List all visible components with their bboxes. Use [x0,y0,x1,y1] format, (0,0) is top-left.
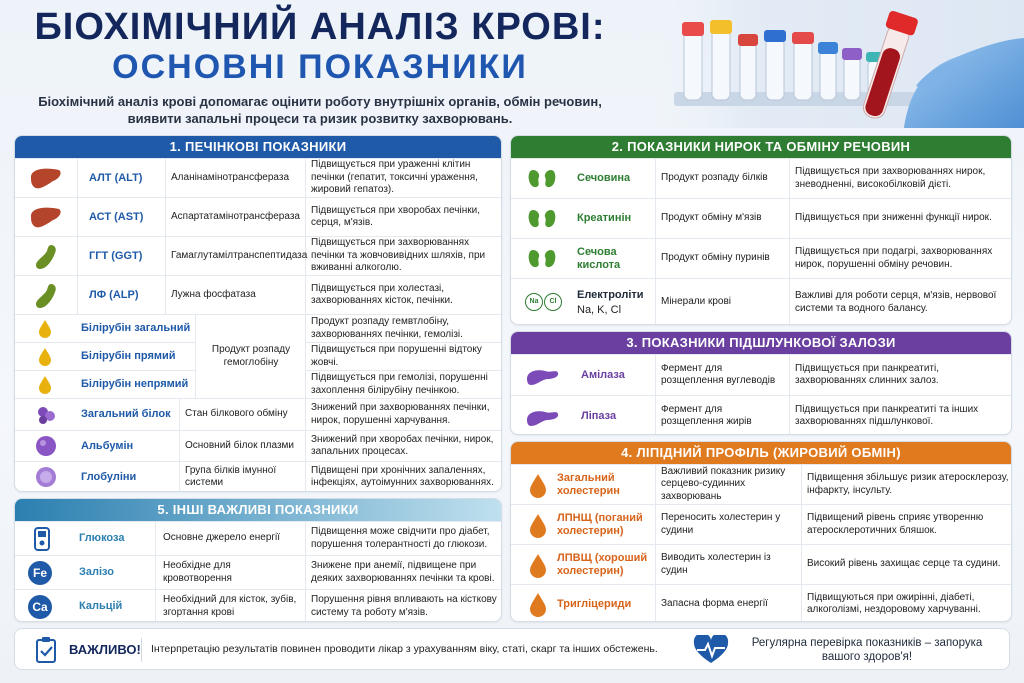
electrolytes-icon [525,289,565,315]
globule-icon [35,466,57,488]
heart-pulse-icon [693,635,729,665]
table-row: Сечова кислота Продукт обміну пуринів Підвищується при подагрі, захворюваннях нирок, порушенні обміну речовин. [511,238,1011,278]
footer-note [14,628,1010,670]
table-row: Ca Кальцій Необхідний для кісток, зубів, згортання крові Порушення рівня впливають на кісткову систему та роботу м'язів. [15,589,501,622]
table-row: Загальний білок Стан білкового обміну Знижений при захворюваннях печінки, нирок, порушенні харчування. [15,398,501,430]
liver-card-title: 1. ПЕЧІНКОВІ ПОКАЗНИКИ [15,136,501,158]
page-subtitle-heading: ОСНОВНІ ПОКАЗНИКИ [112,48,528,86]
important-label: ВАЖЛИВО! [69,642,141,657]
other-card [14,498,502,622]
important-text: Інтерпретацію результатів повинен проводити лікар з урахуванням віку, статі, скарг та інших обстежень. [151,643,658,655]
pancreas-icon [525,365,559,387]
other-card-title: 5. ІНШІ ВАЖЛИВІ ПОКАЗНИКИ [15,499,501,521]
sodium-badge: Na [525,293,543,311]
table-row: Na Cl Електроліти Na, K, Cl Мінерали крові Важливі для роботи серця, м'язів, нервової системи та водного балансу. [511,278,1011,325]
table-row: Підвищується при гемолізі, порушенні захоплення білірубіну печінкою. [305,370,501,398]
table-row: Амілаза Фермент для розщеплення вуглеводів Підвищується при панкреатиті, захворюваннях слинних залоз. [511,354,1011,395]
table-row: Підвищується при порушенні відтоку жовчі. [305,342,501,370]
electrolytes-name: Електроліти Na, K, Cl [577,288,644,316]
clipboard-check-icon [35,636,59,664]
liver-icon [29,206,63,230]
liver-icon [29,167,63,191]
table-row: Ліпаза Фермент для розщеплення жирів Підвищується при панкреатиті та інших захворюваннях підшлункової. [511,395,1011,435]
drop-icon [38,319,52,339]
iron-badge: Fe [28,561,52,585]
protein-molecule-icon [35,404,57,426]
checkup-message: Регулярна перевірка показників – запорука вашого здоров'я! [751,637,983,663]
table-row: Альбумін Основний білок плазми Знижений при хворобах печінки, нирок, запальних процесах. [15,430,501,461]
kidney-icon [527,168,557,190]
gallbladder-icon [33,282,59,310]
calcium-badge: Ca [28,595,52,619]
table-row: Білірубін непрямий [15,370,195,398]
fat-drop-icon [529,553,547,579]
kidney-card-title: 2. ПОКАЗНИКИ НИРОК ТА ОБМІНУ РЕЧОВИН [511,136,1011,158]
pancreas-card-title: 3. ПОКАЗНИКИ ПІДШЛУНКОВОЇ ЗАЛОЗИ [511,332,1011,354]
table-row: АСТ (AST) Аспартатамінотрансфераза Підвищується при хворобах печінки, серця, м'язів. [15,197,501,236]
table-row: Глюкоза Основне джерело енергії Підвищення може свідчити про діабет, порушення толерантності до глюкози. [15,521,501,555]
table-row: АЛТ (ALT) Аланінамінотрансфераза Підвищується при ураженні клітин печінки (гепатит, токсичні ураження, жировий гепатоз). [15,158,501,197]
page-description: Біохімічний аналіз крові допомагає оцінити роботу внутрішніх органів, обмін речовин, виявити запальні процеси та ризик розвитку захворювань. [38,94,602,126]
pancreas-card [510,331,1012,435]
protein-sphere-icon [35,435,57,457]
table-row: Тригліцериди Запасна форма енергії Підвищуються при ожирінні, діабеті, алкоголізмі, нездоровому харчуванні. [511,584,1011,622]
table-row: Білірубін прямий [15,342,195,370]
fat-drop-icon [529,592,547,618]
fat-drop-icon [529,473,547,499]
lipid-card-title: 4. ЛІПІДНИЙ ПРОФІЛЬ (ЖИРОВИЙ ОБМІН) [511,442,1011,464]
table-row: Сечовина Продукт розпаду білків Підвищується при захворюваннях нирок, зневодненні, високобілковій дієті. [511,158,1011,198]
drop-icon [38,347,52,367]
table-row: Fe Залізо Необхідне для кровотворення Знижене при анемії, підвищене при деяких захворюваннях печінки та крові. [15,555,501,589]
pancreas-icon [525,406,559,428]
kidney-icon [527,208,557,230]
table-row: Креатинін Продукт обміну м'язів Підвищується при зниженні функції нирок. [511,198,1011,238]
table-row: Білірубін загальний Продукт розпаду гемвтлобіну, захворюваннях печінки, гемолізі. [15,314,501,342]
table-row: ГГТ (GGT) Гамаглутамілтранспептидаза Підвищується при захворюваннях печінки та жовчовивідних шляхів, при вживанні алкоголю. [15,236,501,275]
kidney-icon [527,248,557,270]
table-row: ЛПВЩ (хороший холестерин) Виводить холестерин із судин Високий рівень захищає серце та судини. [511,544,1011,584]
page-title: БІОХІМІЧНИЙ АНАЛІЗ КРОВІ: [34,6,606,48]
gallbladder-icon [33,243,59,271]
table-row: ЛПНЩ (поганий холестерин) Переносить холестерин у судини Підвищений рівень сприяє утворенню атеросклеротичних бляшок. [511,504,1011,544]
lipid-card [510,441,1012,622]
chlorine-badge: Cl [544,293,562,311]
fat-drop-icon [529,513,547,539]
table-row: Глобуліни Група білків імунної системи Підвищені при хронічних запаленнях, інфекціях, аутоімунних захворюваннях. [15,461,501,492]
drop-icon [38,375,52,395]
bilirubin-group-label: Продукт розпаду гемоглобіну [211,344,291,368]
table-row: ЛФ (ALP) Лужна фосфатаза Підвищується при холестазі, захворюваннях кісток, печінки. [15,275,501,314]
test-tubes-illustration [654,0,1024,128]
glucometer-icon [33,527,51,551]
table-row: Загальний холестерин Важливий показник ризику серцево-судинних захворювань Підвищення збільшує ризик атеросклерозу, інфаркту, інсульту. [511,464,1011,504]
kidney-card [510,135,1012,325]
liver-card [14,135,502,492]
